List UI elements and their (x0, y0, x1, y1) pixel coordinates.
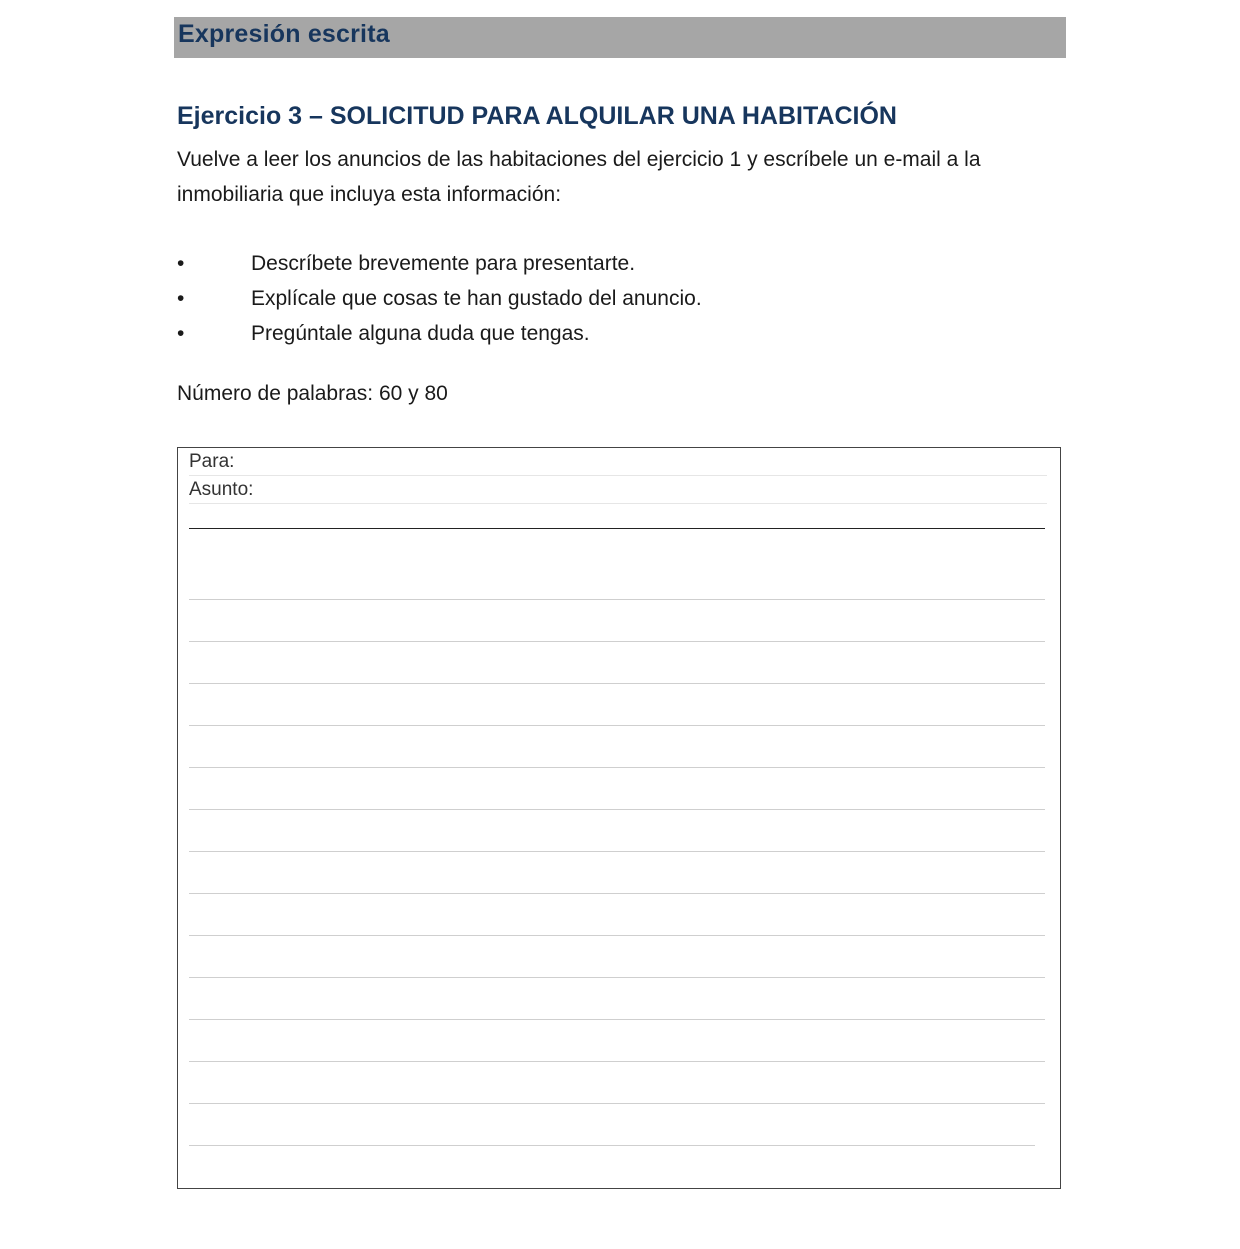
list-item-text: Descríbete brevemente para presentarte. (251, 252, 636, 275)
email-subject-field[interactable] (189, 476, 1047, 504)
exercise-title: Ejercicio 3 – SOLICITUD PARA ALQUILAR UNA HABITACIÓN (177, 102, 897, 130)
writing-line (189, 1061, 1045, 1062)
writing-line (189, 977, 1045, 978)
section-header-bar (174, 17, 1066, 58)
list-item (177, 281, 702, 316)
email-writing-box (177, 447, 1061, 1189)
list-item (177, 246, 702, 281)
section-title: Expresión escrita (178, 20, 390, 48)
writing-line (189, 809, 1045, 810)
writing-line (189, 851, 1045, 852)
writing-line (189, 725, 1045, 726)
writing-line (189, 1019, 1045, 1020)
list-item-text: Explícale que cosas te han gustado del anuncio. (251, 287, 702, 310)
list-item (177, 316, 702, 351)
writing-line (189, 599, 1045, 600)
exercise-instructions: Vuelve a leer los anuncios de las habitaciones del ejercicio 1 y escríbele un e-mail a la inmobiliaria que incluya esta información: (177, 148, 981, 206)
email-header-divider (189, 528, 1045, 529)
bullet-icon: • (177, 322, 185, 345)
writing-line (189, 641, 1045, 642)
writing-line (189, 893, 1045, 894)
email-subject-label: Asunto: (189, 479, 254, 500)
writing-line (189, 1145, 1035, 1146)
bullet-icon: • (177, 287, 185, 310)
email-to-label: Para: (189, 451, 235, 472)
writing-line (189, 935, 1045, 936)
list-item-text: Pregúntale alguna duda que tengas. (251, 322, 590, 345)
writing-line (189, 1103, 1045, 1104)
writing-line (189, 767, 1045, 768)
word-count-note: Número de palabras: 60 y 80 (177, 382, 448, 405)
bullet-icon: • (177, 252, 185, 275)
requirements-list (177, 246, 702, 351)
writing-line (189, 683, 1045, 684)
email-to-field[interactable] (189, 448, 1047, 476)
